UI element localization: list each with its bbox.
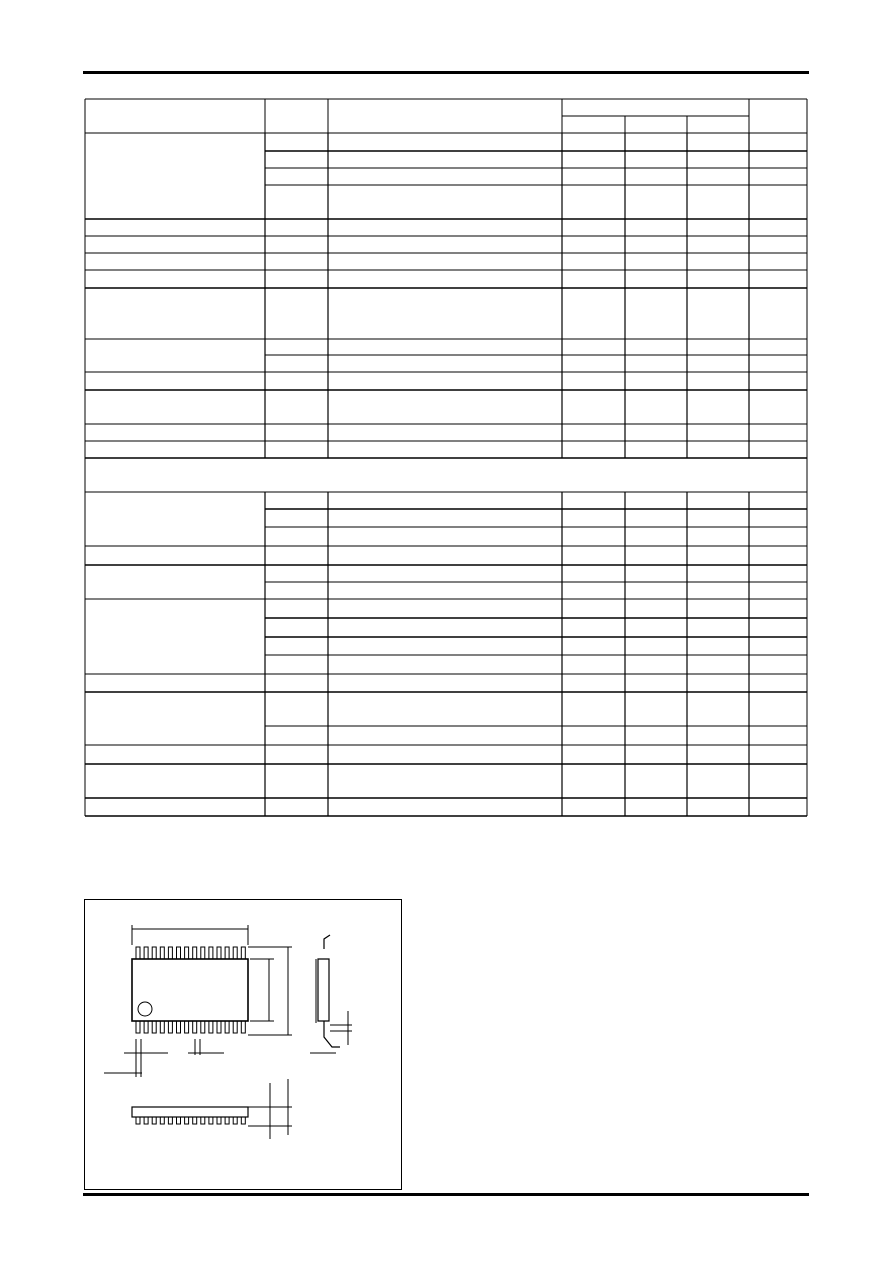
pin-upper [144, 947, 148, 959]
pin-upper [152, 947, 156, 959]
top-pins-lower [136, 1021, 245, 1033]
pin-lower [160, 1021, 164, 1033]
pin-upper [160, 947, 164, 959]
pin-lower [168, 1021, 172, 1033]
pin-upper [185, 947, 189, 959]
ic-body-top-view [132, 959, 248, 1021]
pin-front [136, 1117, 140, 1124]
pin-lower [136, 1021, 140, 1033]
pin-lower [144, 1021, 148, 1033]
pin-lower [201, 1021, 205, 1033]
pin-upper [136, 947, 140, 959]
pin-lower [233, 1021, 237, 1033]
pin-front [241, 1117, 245, 1124]
pin-front [209, 1117, 213, 1124]
pin-lower [241, 1021, 245, 1033]
table-grid [85, 99, 807, 816]
pin-upper [193, 947, 197, 959]
pin-lower [193, 1021, 197, 1033]
pin-front [160, 1117, 164, 1124]
pin-front [185, 1117, 189, 1124]
pin-front [144, 1117, 148, 1124]
package-outline-drawing [84, 899, 402, 1190]
pin-upper [233, 947, 237, 959]
pin-upper [241, 947, 245, 959]
pin-front [225, 1117, 229, 1124]
pin-lower [209, 1021, 213, 1033]
ic-front-view [132, 1107, 248, 1117]
pin-upper [177, 947, 181, 959]
top-pins-upper [136, 947, 245, 959]
pin-lower [185, 1021, 189, 1033]
pin-front [201, 1117, 205, 1124]
pin-front [152, 1117, 156, 1124]
front-view-pins [136, 1117, 245, 1124]
pin-upper [201, 947, 205, 959]
pin-front [193, 1117, 197, 1124]
pin-lower [225, 1021, 229, 1033]
pin-front [217, 1117, 221, 1124]
ic-side-view [318, 935, 340, 1047]
pin-lower [152, 1021, 156, 1033]
pin-front [168, 1117, 172, 1124]
pin-upper [168, 947, 172, 959]
pin-lower [177, 1021, 181, 1033]
pin-lower [217, 1021, 221, 1033]
pin-front [233, 1117, 237, 1124]
pin-upper [217, 947, 221, 959]
pin-upper [225, 947, 229, 959]
pin-front [177, 1117, 181, 1124]
pin-upper [209, 947, 213, 959]
